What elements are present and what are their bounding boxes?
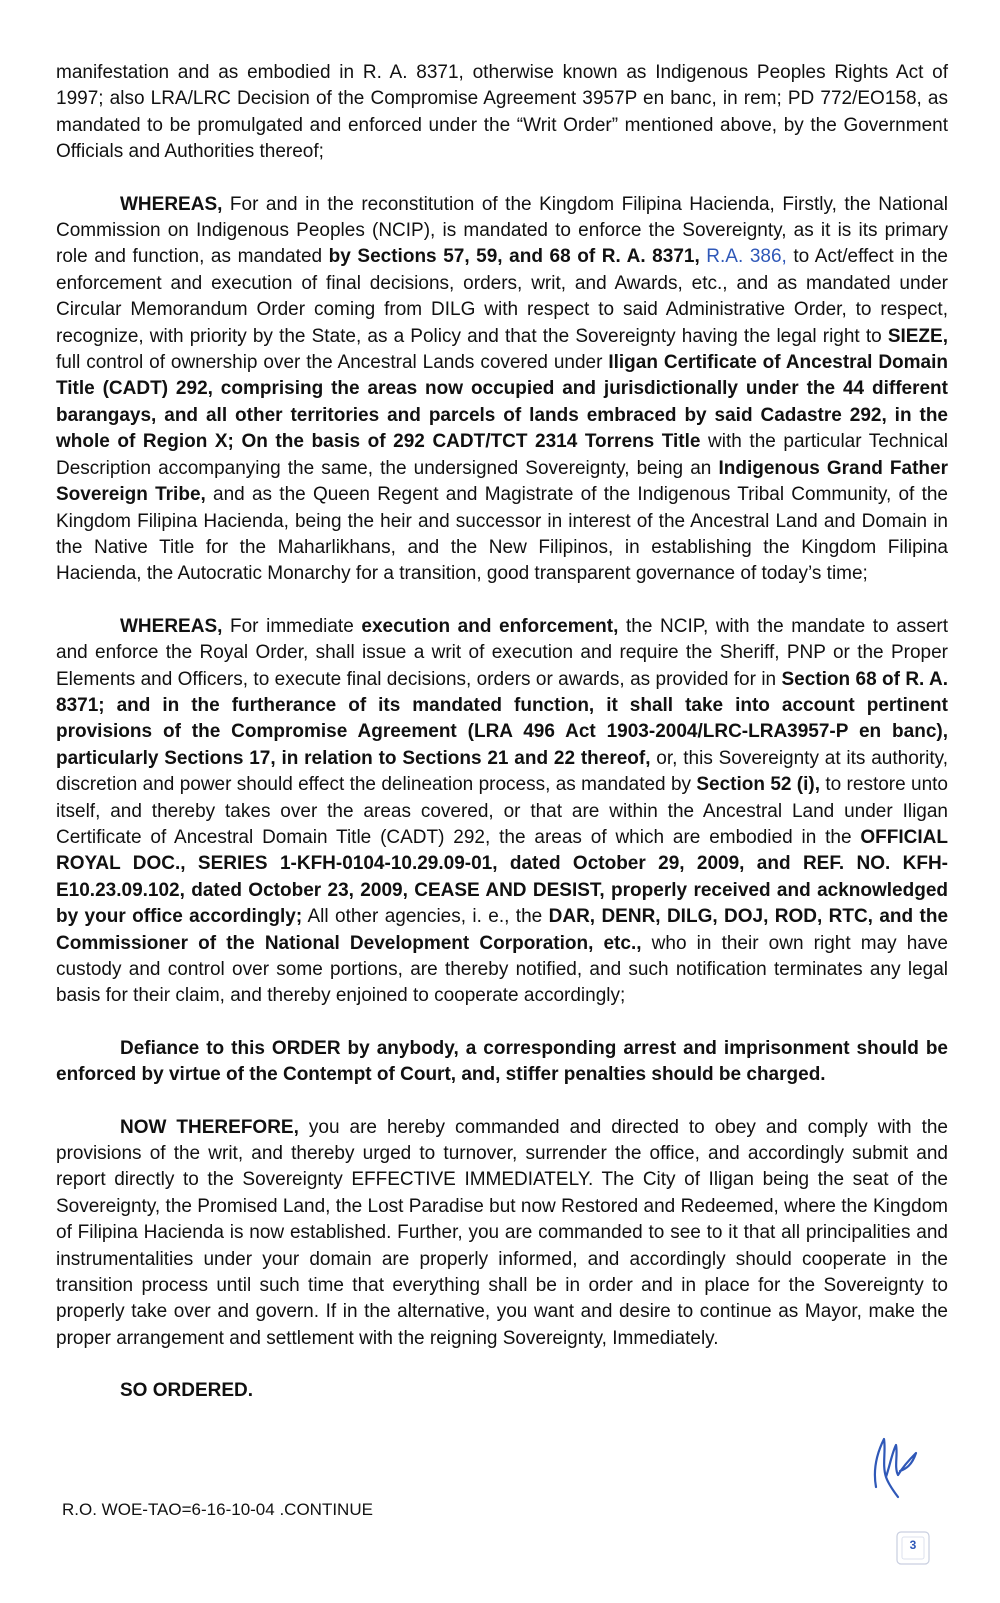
bold-text: by Sections 57, 59, and 68 of R. A. 8371, [328, 246, 700, 268]
paragraph-intro [56, 60, 948, 166]
paragraph-text: full control of ownership over the Ancestral Lands covered under [56, 352, 609, 374]
paragraph-now-therefore [56, 1115, 948, 1353]
bold-text: OFFICIAL ROYAL DOC., SERIES 1-KFH-0104-10.29.09-01, dated October 29, 2009, and REF. NO. KFH-E10.23.09.102, dated October 23, 2009, CEASE AND DESIST, properly received and acknowledged by your office accordingly; [56, 826, 948, 928]
paragraph-text: you are hereby commanded and directed to obey and comply with the provisions of the writ, and thereby urged to turnover, surrender the office, and accordingly submit and report directly to the Sovereignty EFFECTIVE IMMEDIATELY. The City of Iligan being the seat of the Sovereignty, the Promised Land, the Lost Paradise but now Restored and Redeemed, where the Kingdom of Filipina Hacienda is now established. Further, you are commanded to see to it that all principalities and instrumentalities under your domain are properly informed, and accordingly should cooperate in the transition process until such time that everything shall be in order and in place for the Sovereignty to properly take over and govern. If in the alternative, you want and desire to continue as Mayor, make the proper arrangement and settlement with the reigning Sovereignty, Immediately. [56, 1116, 948, 1349]
whereas-heading: WHEREAS, [120, 193, 223, 215]
bold-text: Indigenous Grand Father Sovereign Tribe, [56, 457, 949, 506]
paragraph-text: who in their own right may have custody and control over some portions, are thereby notified, and such notification terminates any legal basis for their claim, and thereby enjoined to cooperate accordingly; [56, 932, 948, 1007]
whereas-heading: WHEREAS, [120, 615, 223, 637]
blue-reference: R.A. 386, [699, 246, 787, 268]
paragraph-text: with the particular Technical Description accompanying the same, the undersigned Sovereignty, being an [56, 431, 949, 479]
paragraph-whereas-2 [56, 614, 948, 1010]
bold-text: DAR, DENR, DILG, DOJ, ROD, RTC, and the Commissioner of the National Development Corporation, etc., [56, 906, 949, 954]
so-ordered [56, 1378, 948, 1404]
page-number: 3 [909, 1538, 917, 1552]
page-number-badge-icon [893, 1528, 933, 1568]
paragraph-text: or, this Sovereignty at its authority, discretion and power should effect the delineation process, as mandated by [56, 747, 948, 796]
paragraph-whereas-1 [56, 192, 948, 588]
paragraph-text: All other agencies, i. e., the [302, 906, 549, 928]
footer-reference: R.O. WOE-TAO=6-16-10-04 .CONTINUE [62, 1500, 373, 1519]
paragraph-text: to Act/effect in the enforcement and execution of final decisions, orders, writ, and Awards, etc., and as mandated under Circular Memorandum Order coming from DILG with respect to said Administrative Order, to respect, recognize, with priority by the State, as a Policy and that the Sovereignty having the legal right to [56, 246, 948, 347]
paragraph-text: For and in the reconstitution of the Kingdom Filipina Hacienda, Firstly, the National Commission on Indigenous Peoples (NCIP), is mandated to enforce the Sovereignty, as it is its primary role and function, as mandated [56, 193, 948, 268]
bold-text: execution and enforcement, [361, 615, 619, 637]
paragraph-text: and as the Queen Regent and Magistrate of the Indigenous Tribal Community, of the Kingdom Filipina Hacienda, being the heir and successor in interest of the Ancestral Land and Domain in the Native Title for the Maharlikhans, and the New Filipinos, in establishing the Kingdom Filipina Hacienda, the Autocratic Monarchy for a transition, good transparent governance of today’s time; [56, 484, 948, 585]
paragraph-text: the NCIP, with the mandate to assert and enforce the Royal Order, shall issue a writ of execution and require the Sheriff, PNP or the Proper Elements and Officers, to execute final decisions, orders or awards, as provided for in [56, 615, 948, 690]
now-therefore-heading: NOW THEREFORE, [120, 1116, 299, 1138]
paragraph-text: For immediate [222, 615, 362, 637]
bold-text: SIEZE, [887, 325, 948, 347]
document-body [56, 60, 948, 1431]
bold-text: Iligan Certificate of Ancestral Domain Title (CADT) 292, comprising the areas now occupied and jurisdictionally under the 44 different barangays, and all other territories and parcels of lands embraced by said Cadastre 292, in the whole of Region X; On the basis of 292 CADT/TCT 2314 Torrens Title [56, 352, 948, 453]
bold-text: Defiance to this ORDER by anybody, a corresponding arrest and imprisonment should be enforced by virtue of the Contempt of Court, and, stiffer penalties should be charged. [56, 1037, 948, 1086]
bold-text: Section 52 (i), [696, 774, 821, 796]
bold-text: Section 68 of R. A. 8371; and in the furtherance of its mandated function, it shall take into account pertinent provisions of the Compromise Agreement (LRA 496 Act 1903-2004/LRC-LRA3957-P en banc), particularly Sections 17, in relation to Sections 21 and 22 thereof, [56, 668, 948, 769]
paragraph-defiance [56, 1036, 948, 1089]
so-ordered-text: SO ORDERED. [120, 1380, 254, 1402]
paragraph-text: manifestation and as embodied in R. A. 8371, otherwise known as Indigenous Peoples Rights Act of 1997; also LRA/LRC Decision of the Compromise Agreement 3957P en banc, in rem; PD 772/EO158, as mandated to be promulgated and enforced under the “Writ Order” mentioned above, by the Government Officials and Authorities thereof; [56, 62, 948, 163]
handwritten-signature-icon [862, 1425, 922, 1505]
paragraph-text: to restore unto itself, and thereby takes over the areas covered, or that are within the Ancestral Land under Iligan Certificate of Ancestral Domain Title (CADT) 292, the areas of which are embodied in the [56, 774, 949, 848]
